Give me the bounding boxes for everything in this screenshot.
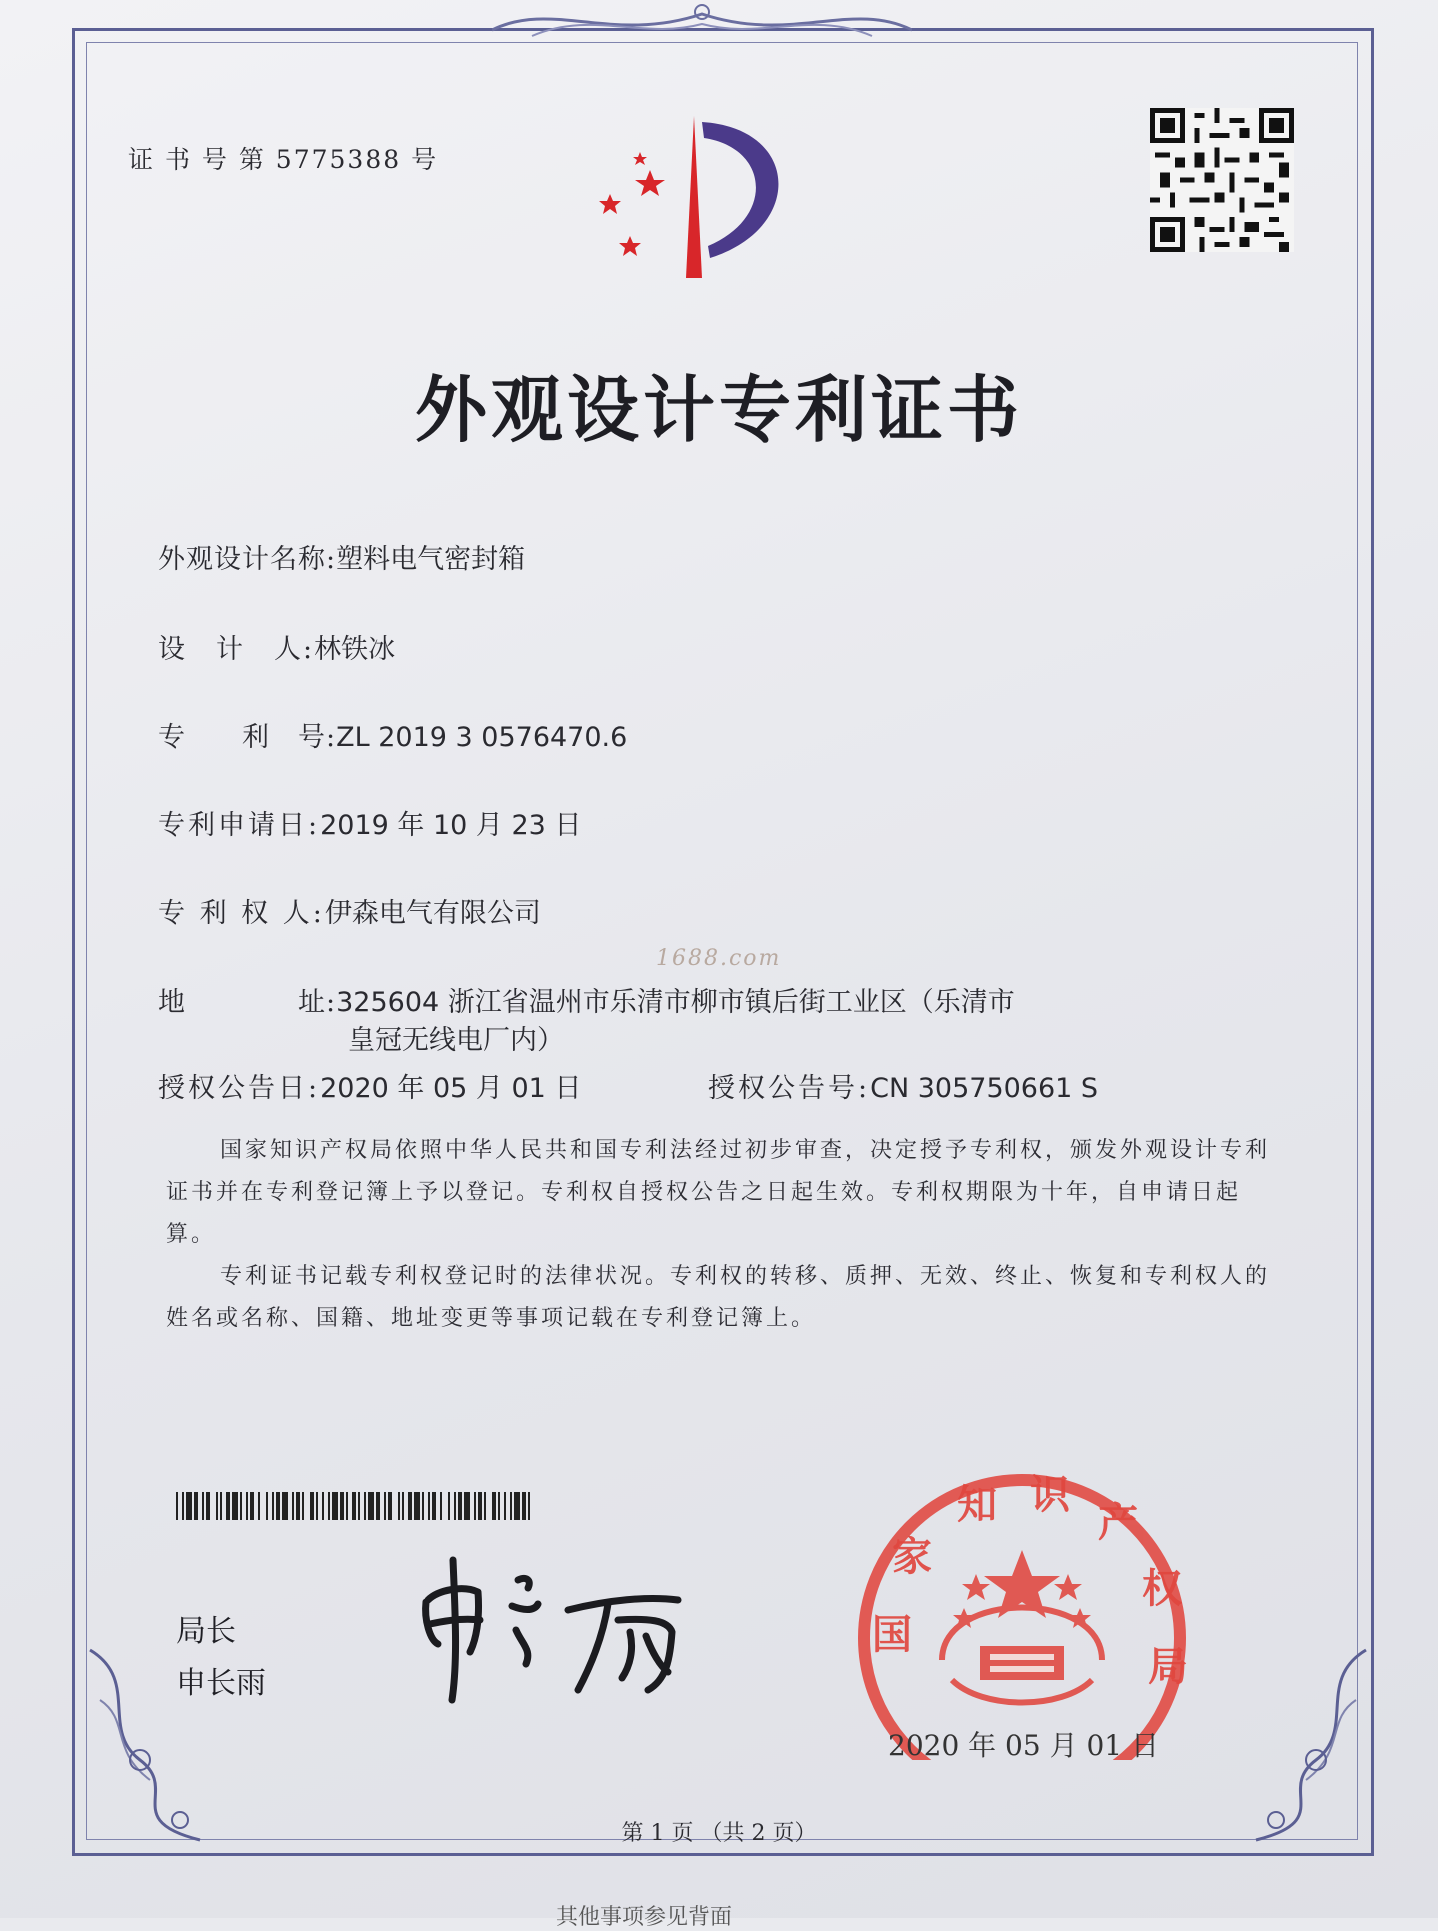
address-field <box>158 980 1015 1019</box>
svg-text:产: 产 <box>1098 1500 1138 1546</box>
patentee-label: 专 利 权 人: <box>158 898 325 929</box>
svg-text:局: 局 <box>1148 1644 1188 1690</box>
patent-number-label: 专 利 号: <box>158 722 337 753</box>
svg-text:权: 权 <box>1142 1566 1182 1612</box>
director-title: 局长 <box>176 1614 236 1649</box>
address-value-line2: 皇冠无线电厂内） <box>348 1025 564 1056</box>
barcode <box>176 1492 534 1520</box>
designer-label: 设 计 人: <box>158 634 315 665</box>
page-indicator: 第 1 页 （共 2 页） <box>621 1821 817 1846</box>
address-value-line1: 325604 浙江省温州市乐清市柳市镇后街工业区（乐清市 <box>336 987 1015 1018</box>
designer-value: 林铁冰 <box>314 634 396 665</box>
director-signature <box>408 1540 728 1710</box>
designer-field <box>158 627 395 666</box>
svg-text:国: 国 <box>872 1612 912 1658</box>
patent-number-value: ZL 2019 3 0576470.6 <box>336 722 628 753</box>
grant-number-value: CN 305750661 S <box>870 1073 1099 1104</box>
director-name: 申长雨 <box>176 1666 266 1701</box>
cnipa-logo-icon <box>590 108 820 288</box>
grant-number-label: 授权公告号: <box>708 1073 871 1104</box>
official-seal-icon <box>852 1470 1192 1760</box>
certificate-body <box>166 1130 1278 1340</box>
filing-date-field <box>158 803 581 842</box>
svg-text:识: 识 <box>1030 1472 1070 1518</box>
top-ornament <box>492 0 912 46</box>
design-name-value: 塑料电气密封箱 <box>336 544 526 575</box>
grant-number-field <box>708 1066 1098 1105</box>
site-watermark: 1688.com <box>656 946 782 971</box>
grant-date-field <box>158 1066 581 1105</box>
filing-date-label: 专利申请日: <box>158 810 321 841</box>
grant-date-label: 授权公告日: <box>158 1073 321 1104</box>
continued-note: 其他事项参见背面 <box>556 1905 733 1930</box>
svg-text:知: 知 <box>957 1482 997 1528</box>
patentee-value: 伊森电气有限公司 <box>324 898 541 929</box>
body-paragraph-1: 国家知识产权局依照中华人民共和国专利法经过初步审查，决定授予专利权，颁发外观设计专利证书并在专利登记簿上予以登记。专利权自授权公告之日起生效。专利权期限为十年，自申请日起算。 <box>166 1138 1271 1247</box>
filing-date-value: 2019 年 10 月 23 日 <box>320 810 582 841</box>
design-name-label: 外观设计名称: <box>158 544 337 575</box>
patentee-field <box>158 891 541 930</box>
certificate-title: 外观设计专利证书 <box>414 368 1023 452</box>
patent-number-field <box>158 715 627 754</box>
design-name-field <box>158 537 525 576</box>
svg-text:家: 家 <box>892 1534 932 1580</box>
address-label: 地 址: <box>158 987 337 1018</box>
grant-date-value: 2020 年 05 月 01 日 <box>320 1073 582 1104</box>
certificate-number: 证 书 号 第 5775388 号 <box>128 145 439 174</box>
seal-date: 2020 年 05 月 01 日 <box>888 1729 1160 1762</box>
body-paragraph-2: 专利证书记载专利权登记时的法律状况。专利权的转移、质押、无效、终止、恢复和专利权人的姓名或名称、国籍、地址变更等事项记载在专利登记簿上。 <box>166 1264 1271 1331</box>
qr-code <box>1150 108 1294 252</box>
